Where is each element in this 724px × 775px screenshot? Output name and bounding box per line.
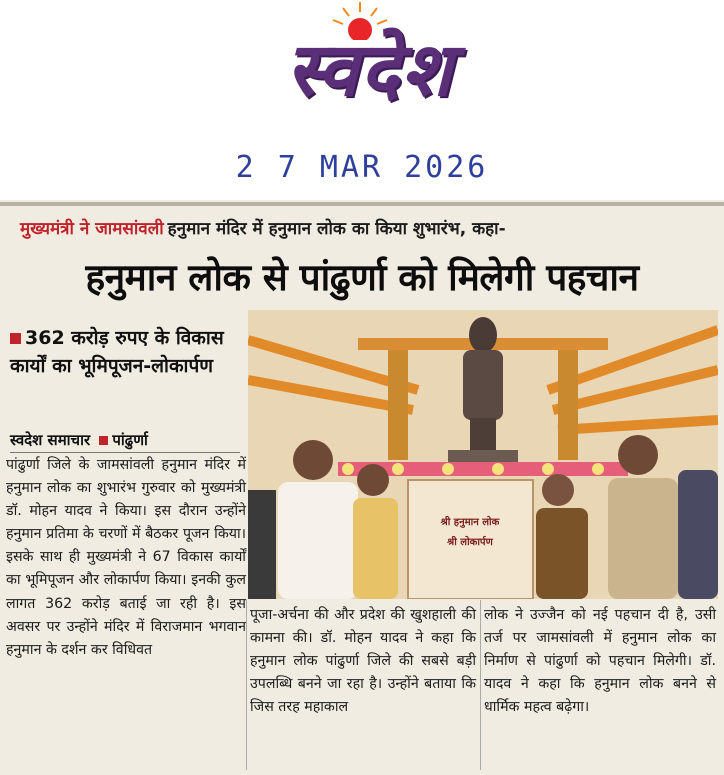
column-divider [246,600,247,770]
news-clipping [0,200,724,775]
byline-source: स्वदेश समाचार [10,431,91,449]
masthead [0,0,724,150]
article-column-1: पांढुर्णा जिले के जामसांवली हनुमान मंदिर में हनुमान लोक का शुभारंभ गुरुवार को मुख्यमंत्री डॉ. मोहन यादव ने किया। इस दौरान उन्होंने हनुमान प्रतिमा के चरणों में बैठकर पूजन किया। इसके साथ ही मुख्यमंत्री ने 67 विकास कार्यों का भूमिपूजन और लोकार्पण किया। इनकी कुल लागत 362 करोड़ बताई जा रही है। इस अवसर पर उन्होंने मंदिर में विराजमान भगवान हनुमान के दर्शन कर विधिवत [6,457,246,658]
byline [10,428,240,453]
publication-date: 2 7 MAR 2026 [235,150,489,185]
news-photo [248,310,718,599]
subhead-text: 362 करोड़ रुपए के विकास कार्यों का भूमिपूजन-लोकार्पण [10,327,224,377]
plaque-title: श्री हनुमान लोक [440,517,500,528]
headline: हनुमान लोक से पांढुर्णा को मिलेगी पहचान [85,256,639,299]
plaque-subtitle: श्री लोकार्पण [447,537,493,548]
column-divider [480,600,481,770]
top-rule [0,202,724,206]
kicker-highlight: मुख्यमंत्री ने जामसांवली [20,219,164,239]
byline-square-icon [99,436,108,445]
kicker [20,216,506,242]
masthead-title: स्वदेश [286,27,454,113]
article-column-3: लोक ने उज्जैन को नई पहचान दी है, उसी तर्ज पर जामसांवली में हनुमान लोक का निर्माण से पांढुर्णा को पहचान मिलेगी। डॉ. यादव ने कहा कि हनुमान लोक बनने से धार्मिक महत्व बढ़ेगा। [484,607,716,716]
bullet-square-icon [10,333,21,344]
article-column-2: पूजा-अर्चना की और प्रदेश की खुशहाली की कामना की। डॉ. मोहन यादव ने कहा कि हनुमान लोक पांढुर्णा जिले की सबसे बड़ी उपलब्धि बनने जा रहा है। उन्होंने बताया कि जिस तरह महाकाल [250,607,476,716]
byline-place: पांढुर्णा [112,431,148,449]
kicker-text: हनुमान मंदिर में हनुमान लोक का किया शुभारंभ, कहा- [167,219,506,239]
subhead [10,324,238,380]
hanuman-lok-photo-icon [248,310,718,599]
